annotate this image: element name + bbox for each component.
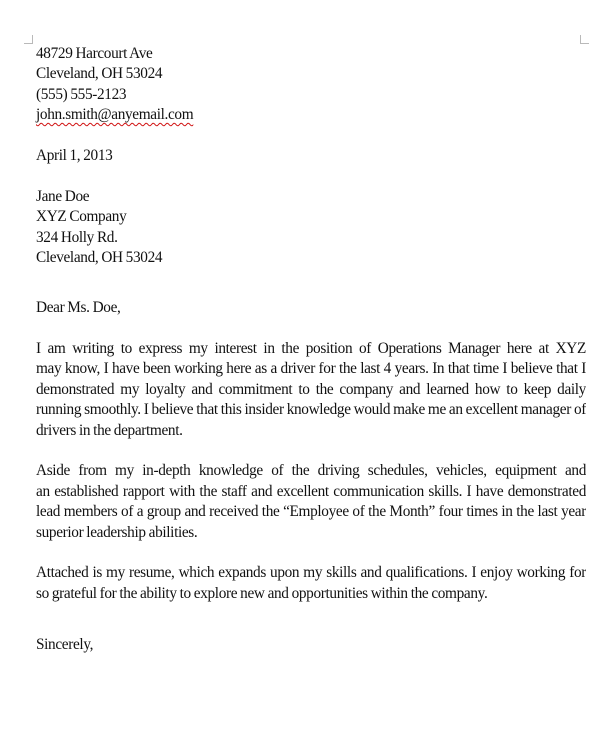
paragraph-line: lead members of a group and received the “Employee of the Month” four times in the last year [36,503,586,521]
blank-line [36,166,586,186]
recipient-city: Cleveland, OH 53024 [36,248,163,266]
body-paragraph-3 [36,563,586,604]
body-paragraph-1 [36,339,586,441]
paragraph-line: running smoothly. I believe that this insider knowledge would make me an excellent manager of [36,401,586,419]
paragraph-line: Aside from my in-depth knowledge of the driving schedules, vehicles, equipment and [36,462,586,480]
paragraph-line: superior leadership abilities. [36,523,198,541]
closing: Sincerely, [36,636,94,654]
paragraph-line: demonstrated my loyalty and commitment to the company and learned how to keep daily [36,380,586,398]
sender-email-text: john.smith@anyemail.com [36,106,194,124]
sender-address-block [36,44,586,126]
recipient-address-block [36,187,586,269]
paragraph-line: an established rapport with the staff and excellent communication skills. I have demonstrated [36,482,586,500]
blank-line [36,319,586,339]
recipient-company: XYZ Company [36,208,127,226]
paragraph-line: so grateful for the ability to explore new and opportunities within the company. [36,584,488,602]
blank-line [36,441,586,461]
sender-city: Cleveland, OH 53024 [36,65,163,83]
sender-street: 48729 Harcourt Ave [36,45,153,62]
margin-corner-mark-top-left [24,35,33,44]
letter-body[interactable] [36,44,586,656]
blank-line [36,126,586,146]
paragraph-line: I am writing to express my interest in the position of Operations Manager here at XYZ [36,340,586,358]
blank-line [36,604,586,635]
sender-email [36,105,586,125]
body-paragraph-2 [36,461,586,543]
paragraph-line: drivers in the department. [36,421,183,439]
recipient-street: 324 Holly Rd. [36,228,118,246]
sender-phone: (555) 555-2123 [36,85,127,103]
paragraph-line: may know, I have been working here as a driver for the last 4 years. In that time I believe that I [36,360,586,378]
letter-date: April 1, 2013 [36,146,113,164]
margin-corner-mark-top-right [580,35,589,44]
blank-line [36,543,586,563]
blank-line [36,268,586,298]
salutation: Dear Ms. Doe, [36,299,121,317]
recipient-name: Jane Doe [36,187,90,205]
paragraph-line: Attached is my resume, which expands upon my skills and qualifications. I enjoy working for [36,564,586,582]
